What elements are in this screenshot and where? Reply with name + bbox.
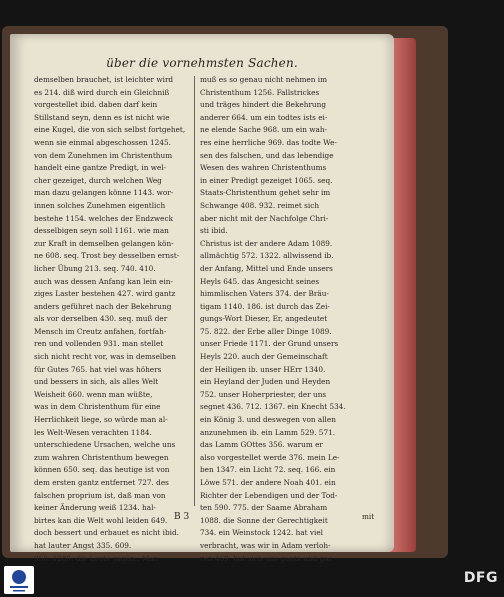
right-line: 1088. die Sonne der Gerechtigkeit: [200, 515, 328, 525]
right-line: 75. 822. der Erbe aller Dinge 1089.: [200, 326, 332, 336]
left-line: birtes kan die Welt wohl leiden 649.: [34, 515, 168, 525]
right-line: segnet 436. 712. 1367. ein Knecht 534.: [200, 402, 346, 412]
right-line: das Lamm GOttes 356. warum er: [200, 440, 323, 450]
right-line: sti ibid.: [200, 226, 228, 236]
signature-mark: B 3: [174, 512, 190, 522]
right-line: Christus ist der andere Adam 1089.: [200, 238, 333, 248]
left-line: auch was dessen Anfang kan lein ein-: [34, 276, 173, 286]
right-line: unser Friede 1171. der Grund unsers: [200, 339, 339, 349]
left-line: doch bessert und erbauet es nicht ibid.: [34, 528, 179, 538]
right-line: himmlischen Vaters 374. der Bräu-: [200, 289, 329, 299]
column-divider: [194, 76, 195, 506]
right-line: ben 1347. ein Licht 72. seq. 166. ein: [200, 465, 336, 475]
right-line: der Anfang, Mittel und Ende unsers: [200, 263, 333, 273]
right-line: Wesen des wahren Christenthums: [200, 163, 327, 173]
right-line: verbracht, was wir in Adam verloh-: [200, 540, 331, 550]
left-line: zum wahren Christenthum bewegen: [34, 452, 169, 462]
right-line: aber nicht mit der Nachfolge Chri-: [200, 213, 329, 223]
left-line: desselbigen seyn soll 1161. wie man: [34, 226, 169, 236]
left-line: von dem Zunehmen im Christenthum: [34, 150, 173, 160]
right-line: Christenthum 1256. Fallstrickes: [200, 87, 320, 97]
right-line: der Heiligen ib. unser HErr 1340.: [200, 364, 326, 374]
right-line: allmächtig 572. 1322. allwissend ib.: [200, 251, 334, 261]
left-line: 950. 1289. die Leute sagen:, Man: [34, 553, 159, 563]
left-line: innen solches Zunehmen eigentlich: [34, 200, 166, 210]
left-line: sich nicht recht vor, was in demselben: [34, 352, 176, 362]
right-line: Staats-Christenthum gehet sehr im: [200, 188, 331, 198]
right-line: Heyls 220. auch der Gemeinschaft: [200, 352, 328, 362]
right-line: Schwange 408. 932. reimet sich: [200, 200, 320, 210]
viewer-footer: [0, 564, 504, 597]
left-line: eine Kugel, die von sich selbst fortgehet,: [34, 125, 186, 135]
right-line: gungs-Wort Dieser, Er, angedeutet: [200, 314, 328, 324]
left-line: zur Kraft in demselben gelangen kön-: [34, 238, 174, 248]
left-line: dem ersten gantz entfernet 727. des: [34, 478, 169, 487]
left-line: Stillstand seyn, denn es ist nicht wie: [34, 112, 170, 122]
left-line: les Welt-Wesen verachten 1184.: [34, 427, 152, 437]
right-line: also vorgestellet werde 376. mein Le-: [200, 452, 340, 462]
left-line: anders geführet nach der Bekehrung: [34, 301, 172, 311]
right-line: in einer Predigt gezeiget 1065. seq.: [200, 175, 333, 185]
left-line: falschen proprium ist, daß man von: [34, 490, 166, 500]
left-line: Weisheit 660. wenn man wüßte,: [34, 389, 153, 399]
left-line: bestehe 1154. welches der Endzweck: [34, 213, 174, 223]
right-line: ein König 3. und deswegen von allen: [200, 415, 336, 425]
left-line: ne 608. seq. Trost bey desselben ernst-: [34, 251, 180, 261]
book-page: [10, 34, 394, 563]
left-line: Herrlichkeit liege, so würde man al-: [34, 415, 168, 425]
left-line: ren und vollenden 931. man stellet: [34, 339, 164, 349]
left-line: demselben brauchet, ist leichter wird: [34, 75, 174, 84]
right-line: anderer 664. um ein todtes ists ei-: [200, 112, 328, 122]
left-line: cher gezeiget, durch welchen Weg: [34, 175, 162, 185]
left-line: keiner Änderung weiß 1234. hal-: [34, 503, 156, 513]
page-header: über die vornehmsten Sachen.: [106, 56, 298, 70]
left-line: hat lauter Angst 335. 609.: [34, 540, 132, 550]
right-line: Heyls 645. das Angesicht seines: [200, 276, 320, 286]
right-column: [200, 74, 352, 565]
left-line: für Gutes 765. hat viel was höhers: [34, 364, 162, 374]
right-line: 752. unser Hoherpriester, der uns: [200, 389, 327, 399]
right-line: ten 590. 775. der Saame Abraham: [200, 503, 328, 513]
right-line: 734. ein Weinstock 1242. hat viel: [200, 528, 324, 538]
right-line: tigam 1140. 186. ist durch das Zei-: [200, 301, 330, 311]
left-line: als vor derselben 430. seq. muß der: [34, 314, 168, 324]
right-line: ein Heyland der Juden und Heyden: [200, 377, 331, 387]
left-line: können 650. seq. das heutige ist von: [34, 465, 170, 475]
right-line: und träges hindert die Bekehrung: [200, 100, 326, 110]
right-line: res eine herrliche 969. das todte We-: [200, 137, 337, 147]
left-line: licher Übung 213. seq. 740. 410.: [34, 263, 156, 273]
right-line: sen des falschen, und das lebendige: [200, 150, 334, 160]
right-line: muß es so genau nicht nehmen im: [200, 75, 328, 84]
catchword: mit: [362, 512, 375, 521]
right-line: ne elende Sache 968. um ein wah-: [200, 125, 328, 135]
left-line: man dazu gelangen könne 1143. wor-: [34, 188, 174, 198]
left-line: es 214. diß wird durch ein Gleichniß: [34, 87, 170, 97]
left-line: vorgestellet ibid. daben darf kein: [34, 100, 158, 110]
left-line: und bessers in sich, als alles Welt: [34, 377, 159, 387]
right-line: anzunehmen ib. ein Lamm 529. 571.: [200, 427, 336, 437]
left-line: handelt eine gantze Predigt, in wel-: [34, 163, 167, 173]
right-line: Löwe 571. der andere Noah 401. ein: [200, 478, 336, 487]
right-line: ren 469. hat sich uns gantz und gar: [200, 553, 333, 563]
left-line: unterschiedene Ursachen, welche uns: [34, 440, 176, 450]
dfg-logo: DFG: [463, 570, 498, 586]
left-line: Mensch im Creutz anfahen, fortfah-: [34, 326, 167, 336]
right-line: Richter der Lebendigen und der Tod-: [200, 490, 338, 500]
left-column: [34, 74, 186, 565]
left-line: ziges Laster bestehen 427. wird gantz: [34, 289, 176, 299]
francke-logo: [4, 566, 34, 594]
left-line: wenn sie einmal abgeschossen 1245.: [34, 137, 171, 147]
left-line: was in dem Christenthum für eine: [34, 402, 161, 412]
